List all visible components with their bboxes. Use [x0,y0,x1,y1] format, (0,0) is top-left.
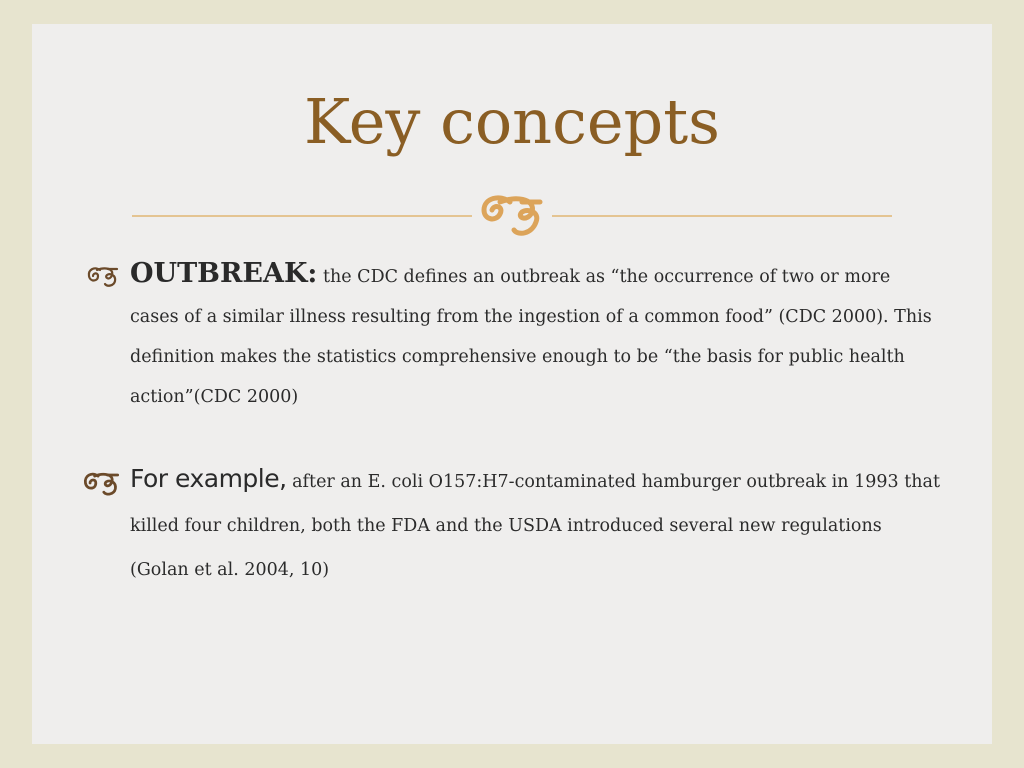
title-divider [132,190,892,242]
swirl-bullet-icon [86,264,126,288]
bullet-example [82,457,942,592]
bullet-text-outbreak: the CDC defines an outbreak as “the occurrence of two or more cases of a similar illness resulting from the ingestion of a common food” (CDC 2000). This definition makes the statistics comprehensive enough to be “the basis for public health action”(CDC 2000) [130,267,932,407]
bullet-outbreak [82,254,942,417]
swirl-bullet-icon [82,469,128,497]
bullet-list [82,254,942,592]
bullet-lead-example: For example, [130,464,287,493]
flourish-ornament-icon [484,198,540,233]
bullet-lead-outbreak: OUTBREAK: [130,258,318,289]
slide [32,24,992,744]
bullet-text-example: after an E. coli O157:H7-contaminated hamburger outbreak in 1993 that killed four children, both the FDA and the USDA introduced several new regulations (Golan et al. 2004, 10) [130,472,940,580]
slide-title: Key concepts [304,85,720,158]
